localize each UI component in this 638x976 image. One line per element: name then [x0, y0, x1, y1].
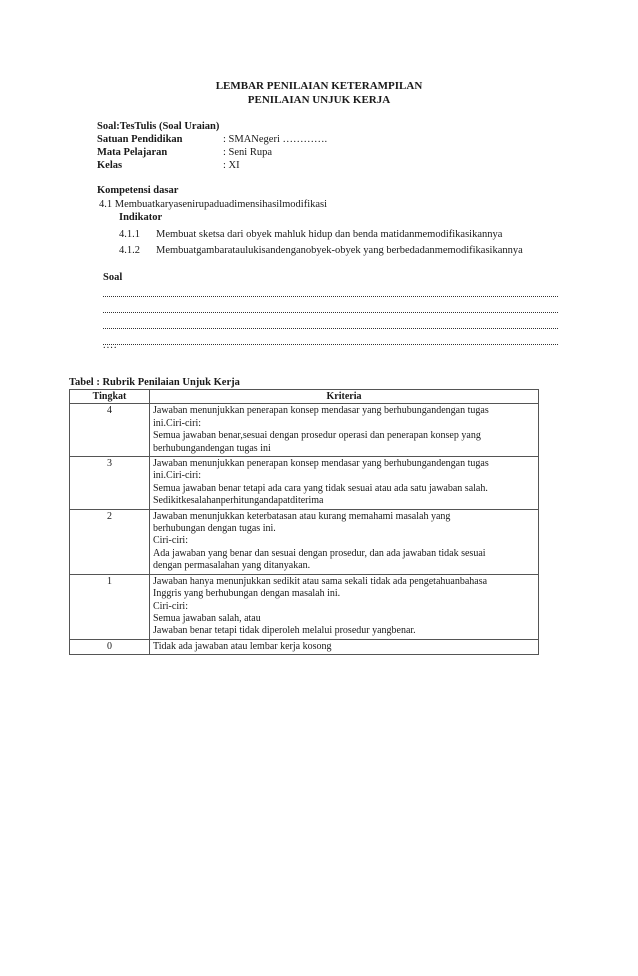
criteria-line: ini.Ciri-ciri: — [153, 470, 202, 482]
table-row — [70, 509, 539, 574]
rubric-table — [69, 389, 539, 655]
kompetensi-dasar: 4.1 Membuatkaryasenirupaduadimensihasilmodifikasi — [99, 199, 328, 210]
document-subtitle: PENILAIAN UNJUK KERJA — [247, 94, 391, 106]
answer-line-tail: .... — [103, 340, 118, 351]
criteria-line: Sedikitkesalahanperhitungandapatditerima — [153, 495, 324, 507]
level-cell: 4 — [70, 404, 150, 457]
indikator-number: 4.1.1 — [119, 229, 140, 240]
criteria-line: dengan permasalahan yang ditanyakan. — [153, 560, 311, 572]
table-row — [70, 574, 539, 639]
criteria-line: Jawaban hanya menunjukkan sedikit atau sama sekali tidak ada pengetahuanbahasa — [153, 575, 488, 587]
info-value-mapel: : Seni Rupa — [223, 147, 272, 158]
level-cell: 0 — [70, 639, 150, 654]
criteria-line: Ciri-ciri: — [153, 535, 188, 547]
criteria-line: Jawaban menunjukkan keterbatasan atau kurang memahami masalah yang — [153, 510, 451, 522]
table-row — [70, 404, 539, 457]
criteria-line: Jawaban menunjukkan penerapan konsep mendasar yang berhubungandengan tugas — [153, 405, 489, 417]
kompetensi-heading: Kompetensi dasar — [97, 185, 179, 196]
level-cell: 2 — [70, 509, 150, 574]
criteria-line: Ciri-ciri: — [153, 600, 188, 612]
criteria-line: ini.Ciri-ciri: — [153, 417, 202, 429]
criteria-line: Jawaban benar tetapi tidak diperoleh melalui prosedur yangbenar. — [153, 625, 416, 637]
info-value-satuan: : SMANegeri …………. — [223, 134, 328, 145]
criteria-line: Semua jawaban benar tetapi ada cara yang tidak sesuai atau ada satu jawaban salah. — [153, 482, 488, 494]
table-caption: Tabel : Rubrik Penilaian Unjuk Kerja — [69, 377, 240, 388]
table-row — [70, 457, 539, 510]
criteria-line: Jawaban menunjukkan penerapan konsep mendasar yang berhubungandengan tugas — [153, 458, 489, 470]
indikator-text: Membuat sketsa dari obyek mahluk hidup dan benda matidanmemodifikasikannya — [156, 229, 503, 240]
soal-type-label: Soal:TesTulis (Soal Uraian) — [97, 121, 220, 132]
document-title: LEMBAR PENILAIAN KETERAMPILAN — [215, 80, 423, 92]
criteria-line: Inggris yang berhubungan dengan masalah ini. — [153, 588, 341, 600]
table-header-row — [70, 390, 539, 404]
table-row — [70, 639, 539, 654]
criteria-line: Semua jawaban benar,sesuai dengan prosedur operasi dan penerapan konsep yang — [153, 430, 481, 442]
indikator-heading: Indikator — [119, 212, 163, 223]
column-header-kriteria: Kriteria — [150, 390, 539, 404]
criteria-cell — [150, 509, 539, 574]
info-label-kelas: Kelas — [97, 160, 123, 171]
answer-line — [103, 286, 558, 297]
criteria-line: Ada jawaban yang benar dan sesuai dengan prosedur, dan ada jawaban tidak sesuai — [153, 547, 486, 559]
answer-line — [103, 334, 558, 345]
info-label-satuan: Satuan Pendidikan — [97, 134, 183, 145]
indikator-number: 4.1.2 — [119, 245, 140, 256]
criteria-cell — [150, 457, 539, 510]
info-value-kelas: : XI — [223, 160, 240, 171]
criteria-line: Tidak ada jawaban atau lembar kerja kosong — [153, 640, 332, 652]
indikator-text: Membuatgambarataulukisandenganobyek-obyek yang berbedadanmemodifikasikannya — [156, 245, 523, 256]
info-label-mapel: Mata Pelajaran — [97, 147, 168, 158]
criteria-cell — [150, 574, 539, 639]
level-cell: 3 — [70, 457, 150, 510]
answer-line — [103, 318, 558, 329]
soal-heading: Soal — [103, 272, 123, 283]
column-header-tingkat: Tingkat — [70, 390, 150, 404]
criteria-cell — [150, 639, 539, 654]
level-cell: 1 — [70, 574, 150, 639]
criteria-line: Semua jawaban salah, atau — [153, 612, 261, 624]
criteria-line: berhubungandengan tugas ini — [153, 442, 271, 454]
answer-line — [103, 302, 558, 313]
criteria-line: berhubungan dengan tugas ini. — [153, 523, 276, 535]
criteria-cell — [150, 404, 539, 457]
